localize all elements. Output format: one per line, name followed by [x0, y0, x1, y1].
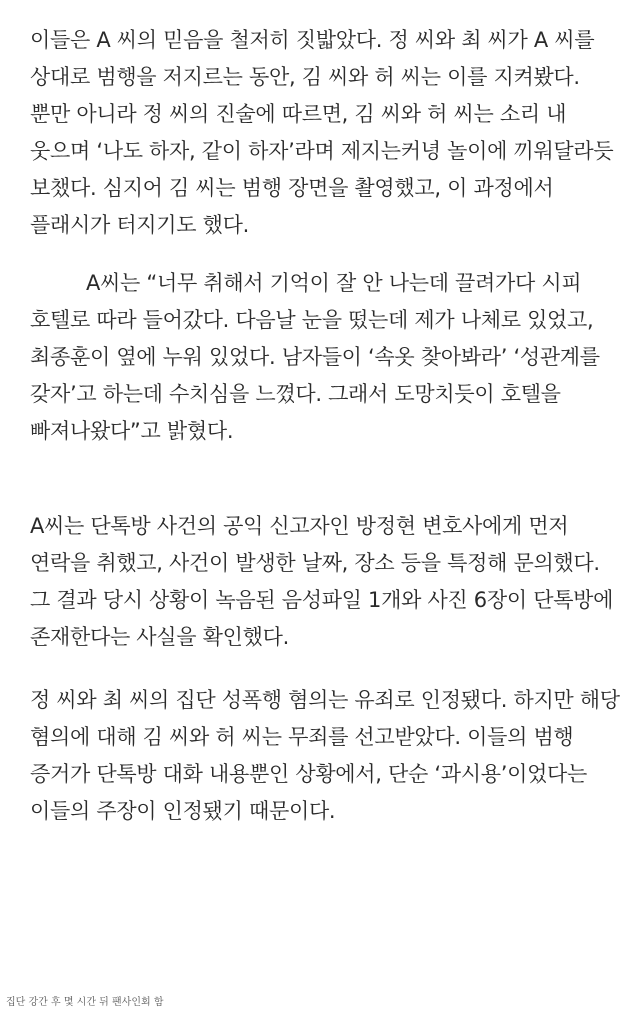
image-caption: 집단 강간 후 몇 시간 뒤 팬사인회 함	[6, 997, 164, 1008]
article-paragraph-3: A씨는 단톡방 사건의 공익 신고자인 방정현 변호사에게 먼저 연락을 취했고, 사건이 발생한 날짜, 장소 등을 특정해 문의했다. 그 결과 당시 상황이 녹음된 음성파일 1개와 사진 6장이 단톡방에 존재한다는 사실을 확인했다.	[30, 514, 614, 649]
article-body	[30, 22, 620, 830]
article-paragraph-2: A씨는 “너무 취해서 기억이 잘 안 나는데 끌려가다 시피 호텔로 따라 들어갔다. 다음날 눈을 떴는데 제가 나체로 있었고, 최종훈이 옆에 누워 있었다. 남자들이 ‘속옷 찾아봐라’ ‘성관계를 갖자’고 하는데 수치심을 느꼈다. 그래서 도망치듯이 호텔을 빠져나왔다”고 밝혔다.	[30, 271, 600, 443]
article-paragraph-1: 이들은 A 씨의 믿음을 철저히 짓밟았다. 정 씨와 최 씨가 A 씨를 상대로 범행을 저지르는 동안, 김 씨와 허 씨는 이를 지켜봤다. 뿐만 아니라 정 씨의 진술에 따르면, 김 씨와 허 씨는 소리 내 웃으며 ‘나도 하자, 같이 하자’라며 제지는커녕 놀이에 끼워달라듯 보챘다. 심지어 김 씨는 범행 장면을 촬영했고, 이 과정에서 플래시가 터지기도 했다.	[30, 28, 614, 237]
article-paragraph-4: 정 씨와 최 씨의 집단 성폭행 혐의는 유죄로 인정됐다. 하지만 해당 혐의에 대해 김 씨와 허 씨는 무죄를 선고받았다. 이들의 범행 증거가 단톡방 대화 내용뿐인 상황에서, 단순 ‘과시용’이었다는 이들의 주장이 인정됐기 때문이다.	[30, 688, 620, 823]
